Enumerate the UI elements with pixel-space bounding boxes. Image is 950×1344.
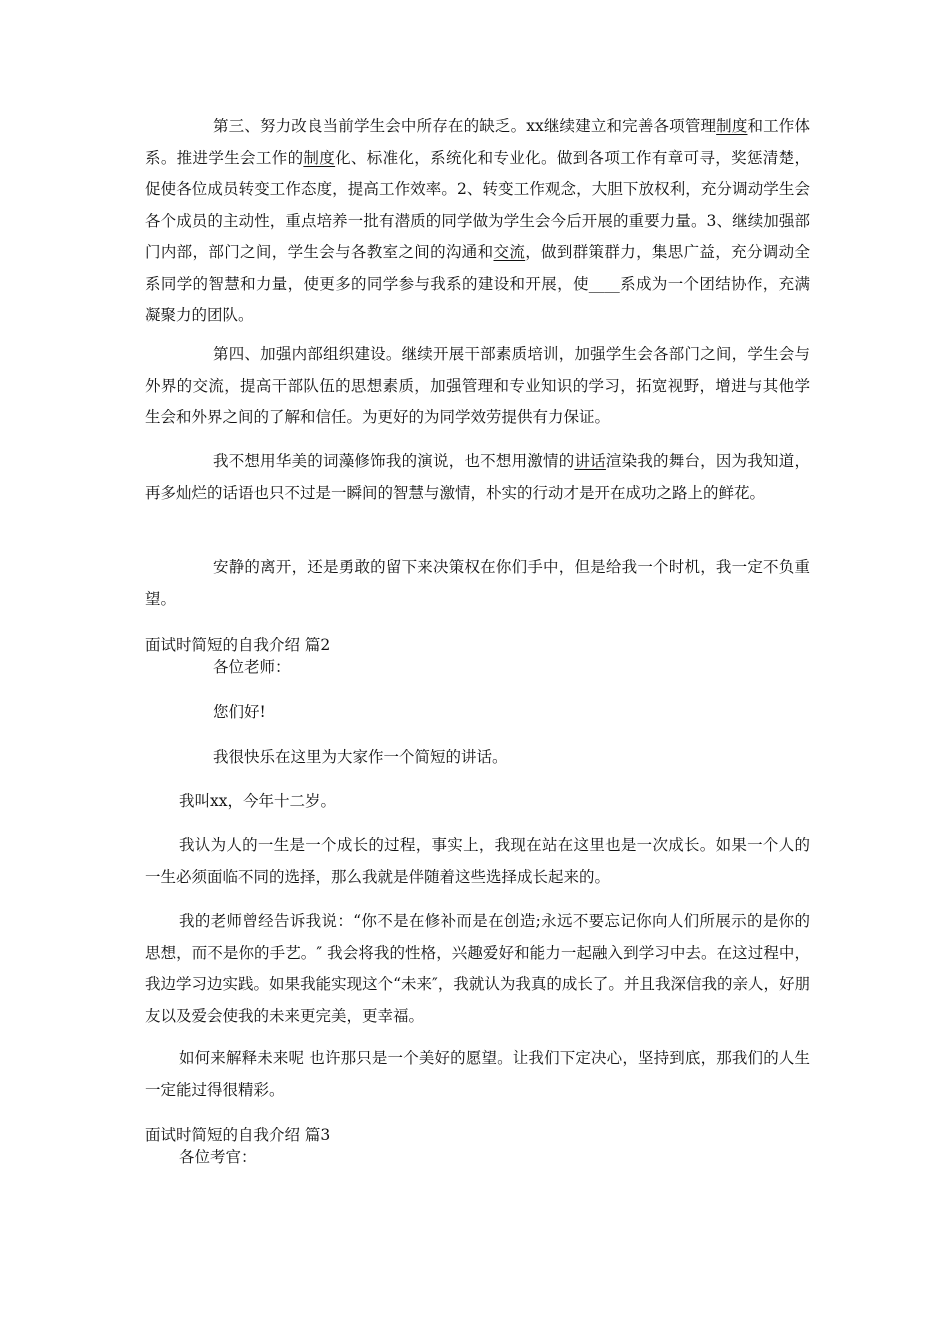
paragraph-speech [145,446,810,509]
link-jiaoliu[interactable]: 交流 [493,243,526,261]
section-heading-2: 面试时简短的自我介绍 篇2 [145,636,331,654]
section-heading-3: 面试时简短的自我介绍 篇3 [145,1126,331,1144]
greeting-examiners: 各位考官： [179,1148,257,1166]
paragraph-fourth: 第四、加强内部组织建设。继续开展干部素质培训，加强学生会各部门之间，学生会与外界的交流，提高干部队伍的思想素质，加强管理和专业知识的学习，拓宽视野，增进与其他学生会和外界之间的了解和信任。为更好的为同学效劳提供有力保证。 [145,345,810,426]
text-run: 和工作体系。推进学生会工作的 [145,117,810,167]
paragraph-future: 如何来解释未来呢 也许那只是一个美好的愿望。让我们下定决心，坚持到底，那我们的人生一定能过得很精彩。 [145,1049,810,1099]
name-line: 我叫xx，今年十二岁。 [179,792,336,810]
text-run: ，做到群策群力，集思广益，充分调动全系同学的智慧和力量，使更多的同学参与我系的建设和开展，使____系成为一个团结协作，充满凝聚力的团队。 [145,243,810,324]
paragraph-growth: 我认为人的一生是一个成长的过程，事实上，我现在站在这里也是一次成长。如果一个人的一生必须面临不同的选择，那么我就是伴随着这些选择成长起来的。 [145,836,810,886]
link-zhidu-2[interactable]: 制度 [303,148,336,167]
paragraph-teacher-quote: 我的老师曾经告诉我说：“你不是在修补而是在创造;永远不要忘记你向人们所展示的是你的思想，而不是你的手艺。″ 我会将我的性格，兴趣爱好和能力一起融入到学习中去。在这过程中，我边学习边实践。如果我能实现这个“未来″，我就认为我真的成长了。并且我深信我的亲人，好朋友以及爱会使我的未来更完美，更幸福。 [145,912,810,1025]
hello-line: 您们好! [213,703,266,721]
text-run: 化、标准化，系统化和专业化。做到各项工作有章可寻，奖惩清楚，促使各位成员转变工作态度，提高工作效率。2、转变工作观念，大胆下放权利，充分调动学生会各个成员的主动性，重点培养一批有潜质的同学做为学生会今后开展的重要力量。3、继续加强部门内部，部门之间，学生会与各教室之间的沟通和 [145,148,810,261]
link-jianghua[interactable]: 讲话 [574,452,606,470]
text-run: 我不想用华美的词藻修饰我的演说，也不想用激情的 [213,452,575,470]
paragraph-closing: 安静的离开，还是勇敢的留下来决策权在你们手中，但是给我一个时机，我一定不负重望。 [145,558,810,608]
paragraph-third [145,111,810,332]
link-zhidu[interactable]: 制度 [716,117,748,135]
intro-line: 我很快乐在这里为大家作一个简短的讲话。 [213,748,508,766]
greeting-teachers: 各位老师： [213,658,291,676]
text-run: 渲染我的舞台，因为我知道，再多灿烂的话语也只不过是一瞬间的智慧与激情，朴实的行动才是开在成功之路上的鲜花。 [145,452,810,502]
text-run: 第三、努力改良当前学生会中所存在的缺乏。xx继续建立和完善各项管理 [213,117,717,135]
